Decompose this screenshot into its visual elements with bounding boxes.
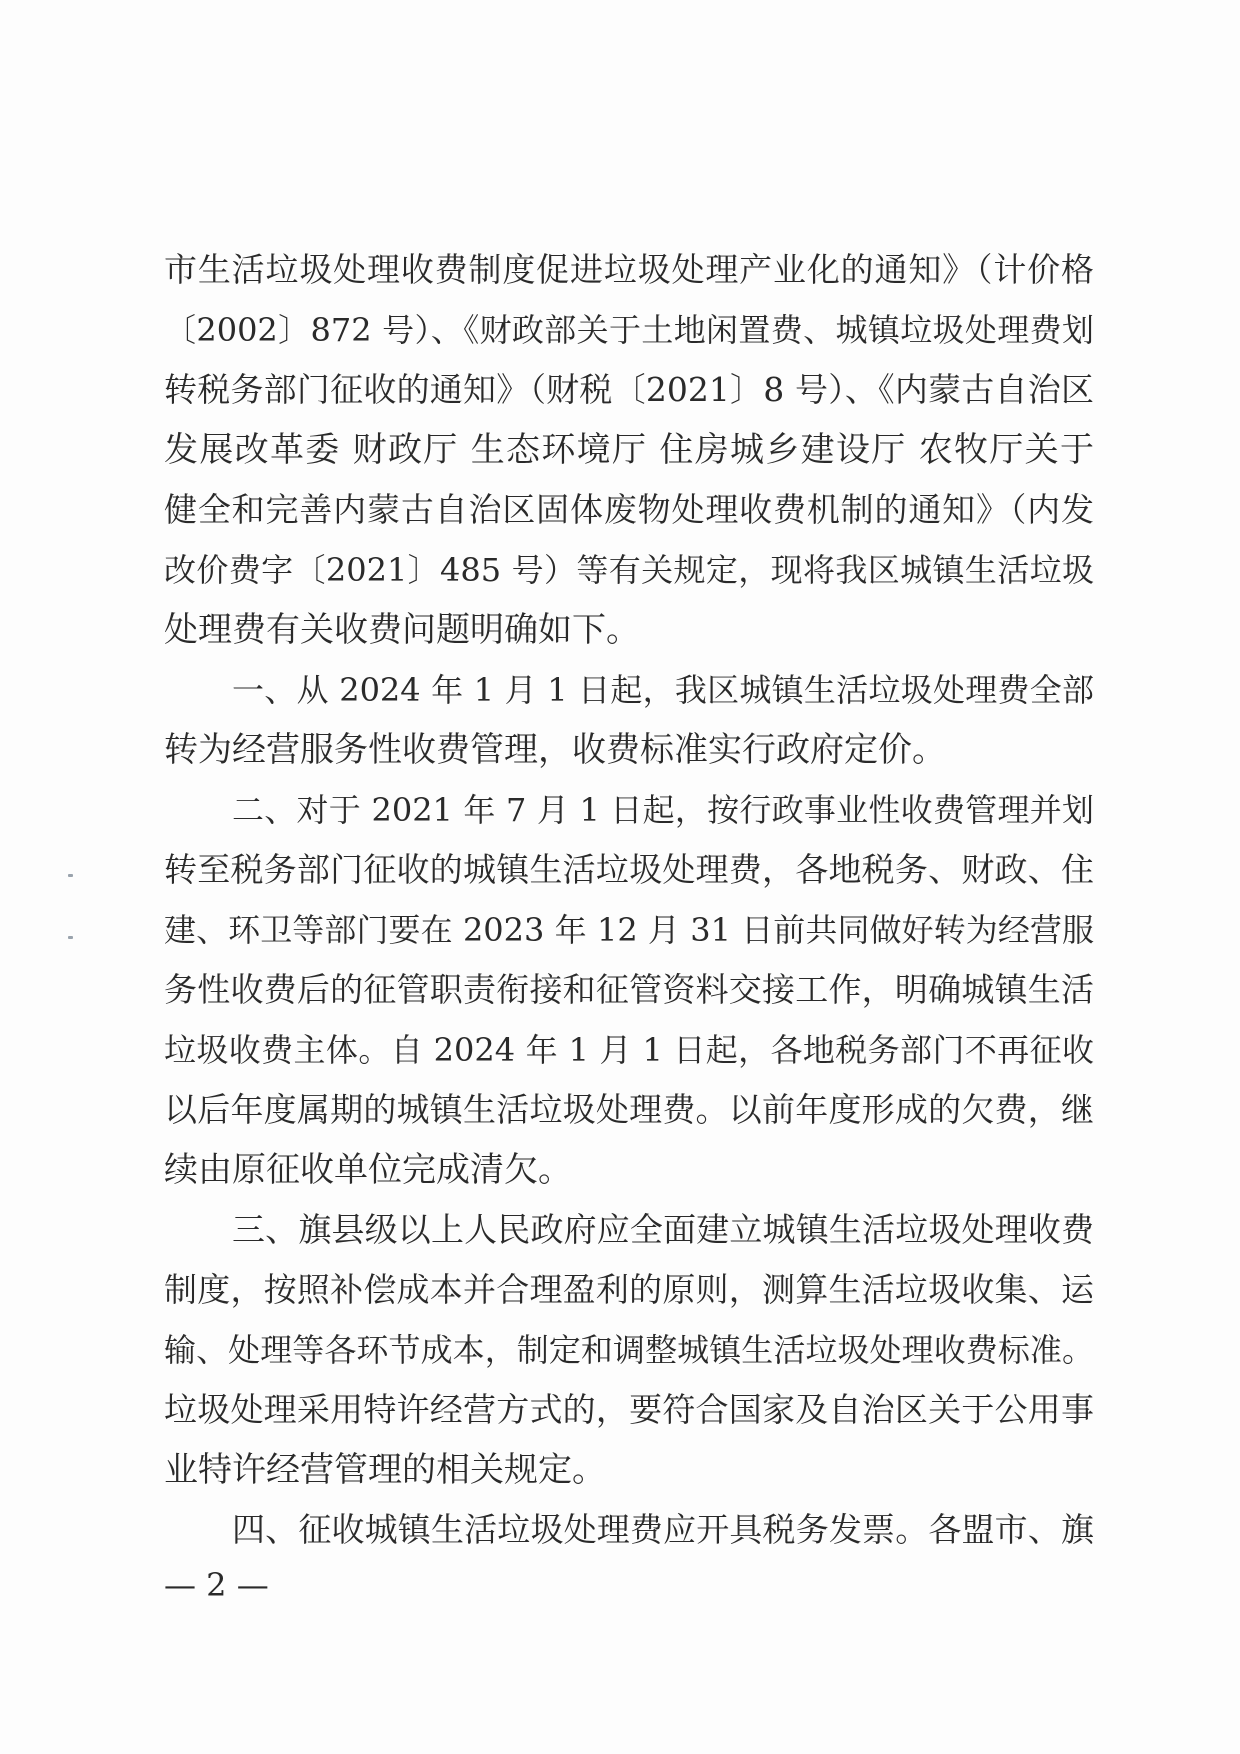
paragraph-2-line: 以后年度属期的城镇生活垃圾处理费。以前年度形成的欠费，继 [164, 1090, 1094, 1129]
paragraph-2-line: 转至税务部门征收的城镇生活垃圾处理费，各地税务、财政、住 [164, 850, 1094, 889]
paragraph-2-line: 续由原征收单位完成清欠。 [164, 1150, 572, 1190]
document-body [164, 240, 1094, 1560]
paragraph-3-line: 三、旗县级以上人民政府应全面建立城镇生活垃圾处理收费 [232, 1210, 1094, 1249]
paragraph-1-line: 转为经营服务性收费管理，收费标准实行政府定价。 [164, 730, 946, 770]
body-line: 健全和完善内蒙古自治区固体废物处理收费机制的通知》（内发 [164, 490, 1094, 529]
paragraph-2-line: 垃圾收费主体。自 2024 年 1 月 1 日起，各地税务部门不再征收 [164, 1031, 1094, 1069]
paragraph-3-line: 制度，按照补偿成本并合理盈利的原则，测算生活垃圾收集、运 [164, 1270, 1094, 1309]
margin-mark [68, 874, 73, 877]
body-line: 〔2002〕872 号）、《财政部关于土地闲置费、城镇垃圾处理费划 [164, 311, 1094, 349]
paragraph-3-line: 输、处理等各环节成本，制定和调整城镇生活垃圾处理收费标准。 [164, 1331, 1094, 1369]
page-number: — 2 — [164, 1566, 269, 1604]
paragraph-2-line: 务性收费后的征管职责衔接和征管资料交接工作，明确城镇生活 [164, 970, 1094, 1009]
body-line: 转税务部门征收的通知》（财税〔2021〕8 号）、《内蒙古自治区 [164, 370, 1094, 409]
paragraph-2-line: 二、对于 2021 年 7 月 1 日起，按行政事业性收费管理并划 [232, 791, 1094, 829]
paragraph-4-line: 四、征收城镇生活垃圾处理费应开具税务发票。各盟市、旗 [232, 1510, 1094, 1549]
body-line: 市生活垃圾处理收费制度促进垃圾处理产业化的通知》（计价格 [164, 250, 1094, 289]
paragraph-3-line: 业特许经营管理的相关规定。 [164, 1450, 606, 1490]
paragraph-1-line: 一、从 2024 年 1 月 1 日起，我区城镇生活垃圾处理费全部 [232, 671, 1094, 709]
body-line: 发展改革委 财政厅 生态环境厅 住房城乡建设厅 农牧厅关于 [164, 430, 1094, 470]
paragraph-3-line: 垃圾处理采用特许经营方式的，要符合国家及自治区关于公用事 [164, 1390, 1094, 1429]
margin-mark [68, 936, 73, 939]
body-line: 改价费字〔2021〕485 号）等有关规定，现将我区城镇生活垃圾 [164, 551, 1094, 589]
paragraph-2-line: 建、环卫等部门要在 2023 年 12 月 31 日前共同做好转为经营服 [164, 911, 1094, 949]
body-line: 处理费有关收费问题明确如下。 [164, 610, 640, 650]
